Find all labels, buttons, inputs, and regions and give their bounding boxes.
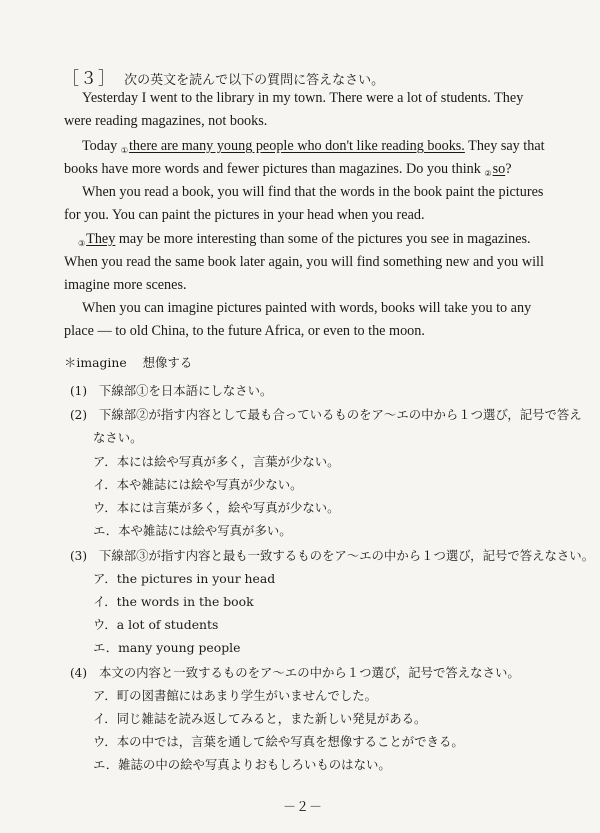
option-b: イ．the words in the book — [93, 594, 254, 609]
glossary-meaning: 想像する — [142, 355, 193, 370]
glossary — [64, 353, 192, 371]
question-text: 下線部①を日本語にしなさい。 — [98, 383, 273, 398]
option-b: イ．本や雑誌には絵や写真が少ない。 — [93, 477, 303, 492]
passage-line: When you can imagine pictures painted with words, books will take you to any — [82, 300, 532, 316]
question-text: 下線部③が指す内容と最も一致するものをア～エの中から１つ選び，記号で答えなさい。 — [98, 548, 595, 563]
glossary-word: ＊imagine — [64, 355, 127, 370]
option-a: ア．本には絵や写真が多く，言葉が少ない。 — [93, 454, 340, 469]
option-c: ウ．本には言葉が多く，絵や写真が少ない。 — [93, 500, 340, 515]
passage-line — [82, 138, 545, 155]
passage-text: books have more words and fewer pictures than magazines. Do you think — [64, 161, 485, 177]
section-instruction: 次の英文を読んで以下の質問に答えなさい。 — [124, 73, 385, 88]
passage-line: were reading magazines, not books. — [64, 113, 268, 129]
question-4 — [70, 663, 520, 681]
marker-3: ③ — [78, 239, 86, 248]
passage-text: may be more interesting than some of the pictures you see in magazines. — [115, 231, 531, 247]
question-text: 本文の内容と一致するものをア～エの中から１つ選び，記号で答えなさい。 — [98, 665, 520, 680]
option-d: エ．本や雑誌には絵や写真が多い。 — [93, 523, 292, 538]
section-header — [62, 64, 384, 89]
page-number: －２－ — [283, 800, 323, 815]
marker-1: ① — [120, 146, 128, 155]
passage-line: for you. You can paint the pictures in your head when you read. — [64, 207, 425, 223]
passage-line: imagine more scenes. — [64, 277, 187, 293]
option-d: エ．雑誌の中の絵や写真よりおもしろいものはない。 — [93, 757, 391, 772]
question-text: 下線部②が指す内容として最も合っているものをア～エの中から１つ選び，記号で答え — [98, 407, 582, 422]
underline-1: there are many young people who don't like reading books. — [128, 138, 465, 154]
passage-line — [78, 231, 531, 248]
option-a: ア．町の図書館にはあまり学生がいませんでした。 — [93, 688, 377, 703]
underline-3: They — [86, 231, 116, 247]
question-number: (4) — [70, 666, 87, 680]
marker-2: ② — [484, 169, 492, 178]
passage-text: Today — [82, 138, 121, 154]
question-3 — [70, 546, 594, 564]
passage-line: When you read the same book later again, you will find something new and you will — [64, 254, 544, 270]
option-c: ウ．本の中では，言葉を通して絵や写真を想像することができる。 — [93, 734, 464, 749]
passage-line: place — to old China, to the future Africa, or even to the moon. — [64, 323, 425, 339]
option-b: イ．同じ雑誌を読み返してみると，また新しい発見がある。 — [93, 711, 427, 726]
question-number: (2) — [70, 408, 87, 422]
passage-line: Yesterday I went to the library in my town. There were a lot of students. They — [82, 90, 524, 106]
passage-line: When you read a book, you will find that the words in the book paint the pictures — [82, 184, 544, 200]
option-a: ア．the pictures in your head — [93, 571, 276, 586]
underline-2: so — [492, 161, 506, 177]
question-1 — [70, 381, 272, 399]
question-number: (3) — [70, 549, 87, 563]
option-c: ウ．a lot of students — [93, 617, 219, 632]
passage-line — [64, 161, 512, 178]
passage-text: ? — [505, 161, 512, 177]
passage-text: They say that — [464, 138, 545, 154]
question-2 — [70, 405, 582, 423]
section-number: ［３］ — [62, 69, 116, 88]
question-text-cont: なさい。 — [93, 430, 143, 445]
option-d: エ．many young people — [93, 640, 241, 655]
question-number: (1) — [70, 384, 87, 398]
